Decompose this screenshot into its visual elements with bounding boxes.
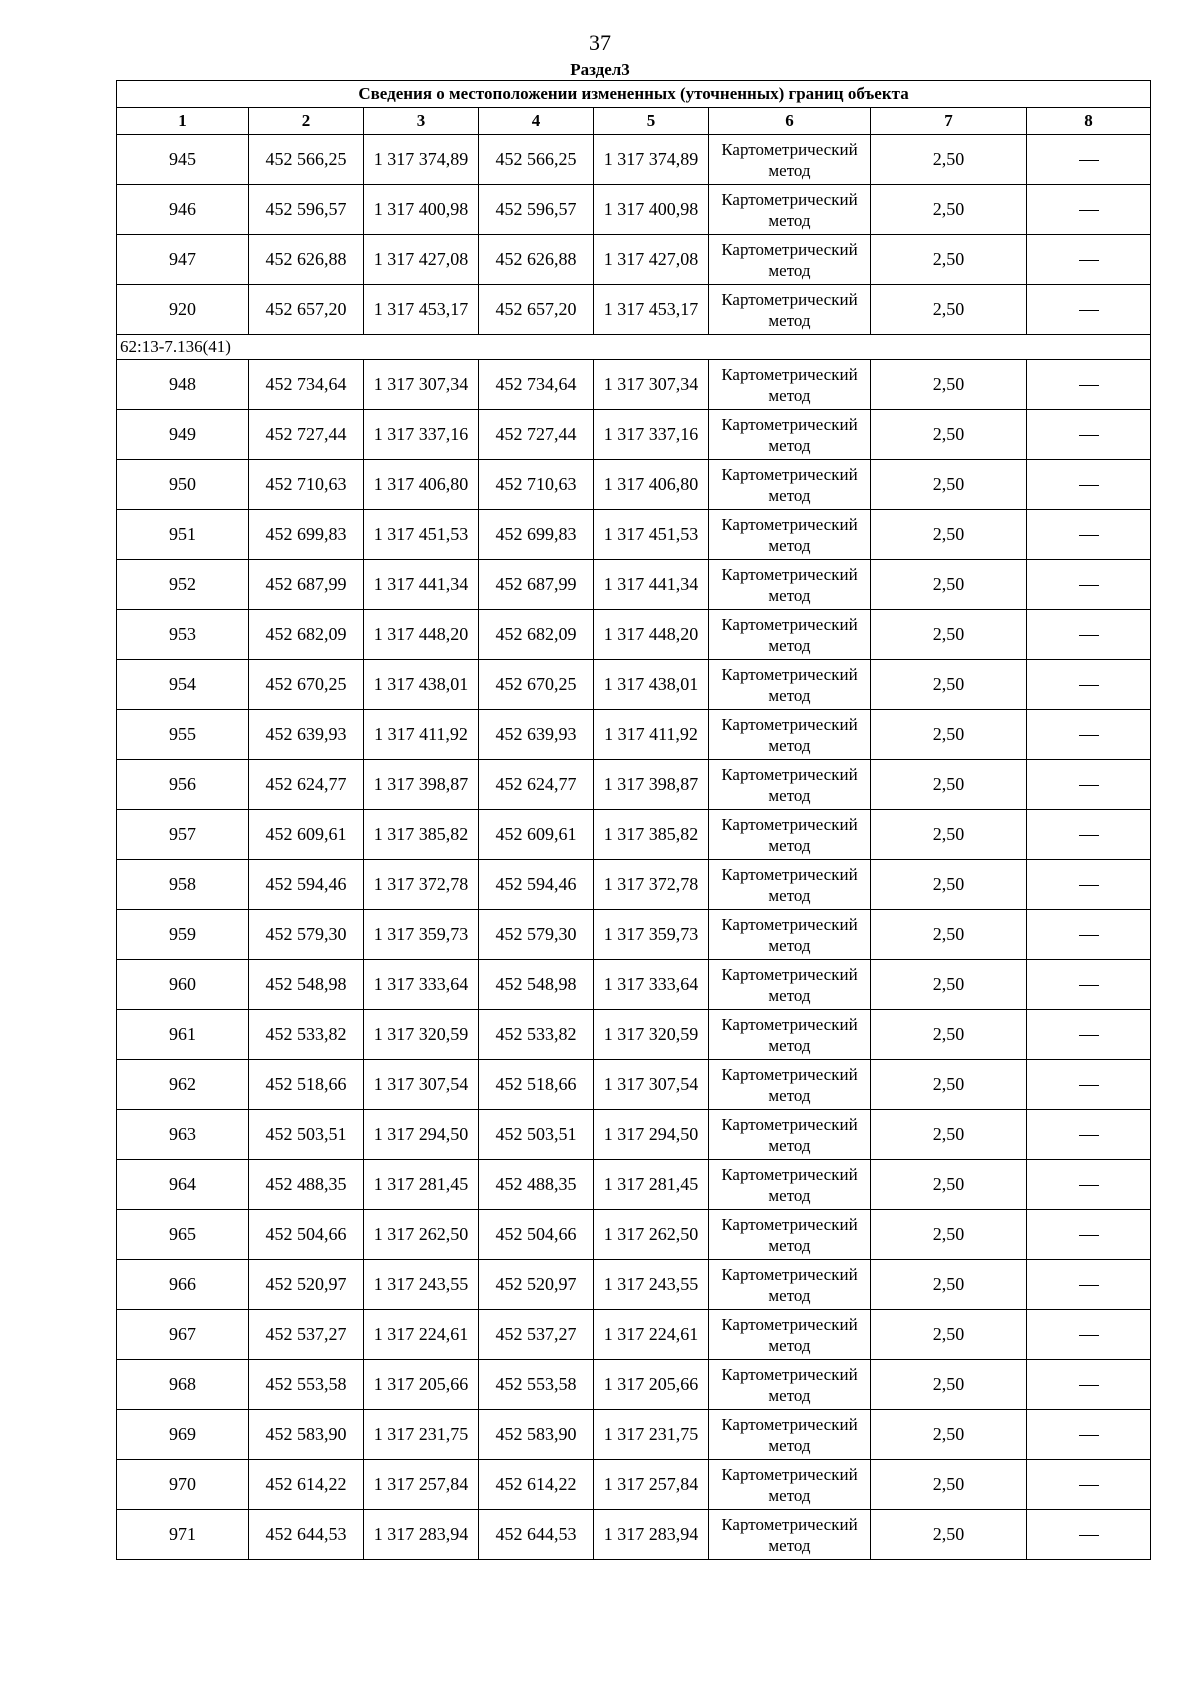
table-cell: 2,50 <box>871 410 1027 460</box>
table-cell: 1 317 281,45 <box>364 1160 479 1210</box>
dash-mark <box>1079 160 1099 161</box>
table-cell-empty <box>1027 235 1151 285</box>
table-cell: 2,50 <box>871 285 1027 335</box>
table-cell: 2,50 <box>871 1310 1027 1360</box>
table-cell: 964 <box>117 1160 249 1210</box>
cell-method: Картометрический метод <box>709 1510 871 1560</box>
cell-method: Картометрический метод <box>709 1460 871 1510</box>
table-cell-empty <box>1027 660 1151 710</box>
table-cell-empty <box>1027 1460 1151 1510</box>
table-cell: 1 317 333,64 <box>364 960 479 1010</box>
table-cell: 2,50 <box>871 1010 1027 1060</box>
table-cell-empty <box>1027 1260 1151 1310</box>
table-cell-empty <box>1027 1160 1151 1210</box>
table-cell: 452 670,25 <box>479 660 594 710</box>
table-cell: 2,50 <box>871 135 1027 185</box>
table-cell: 452 639,93 <box>479 710 594 760</box>
table-cell: 2,50 <box>871 460 1027 510</box>
table-cell: 963 <box>117 1110 249 1160</box>
column-number: 2 <box>249 108 364 135</box>
table-cell: 452 579,30 <box>249 910 364 960</box>
table-cell: 452 699,83 <box>249 510 364 560</box>
table-cell: 452 596,57 <box>479 185 594 235</box>
table-cell: 1 317 400,98 <box>594 185 709 235</box>
table-cell: 1 317 257,84 <box>364 1460 479 1510</box>
table-cell: 452 518,66 <box>479 1060 594 1110</box>
table-body <box>117 135 1151 1560</box>
cell-method: Картометрический метод <box>709 1260 871 1310</box>
cell-method: Картометрический метод <box>709 1210 871 1260</box>
table-row <box>117 610 1151 660</box>
table-row <box>117 1310 1151 1360</box>
table-cell: 1 317 307,34 <box>364 360 479 410</box>
table-row <box>117 460 1151 510</box>
table-cell: 1 317 372,78 <box>364 860 479 910</box>
table-cell: 1 317 257,84 <box>594 1460 709 1510</box>
column-number: 8 <box>1027 108 1151 135</box>
cell-method: Картометрический метод <box>709 710 871 760</box>
dash-mark <box>1079 785 1099 786</box>
table-cell: 961 <box>117 1010 249 1060</box>
table-cell: 1 317 320,59 <box>594 1010 709 1060</box>
table-cell: 2,50 <box>871 1060 1027 1110</box>
group-label: 62:13-7.136(41) <box>117 335 1151 360</box>
table-cell: 1 317 320,59 <box>364 1010 479 1060</box>
dash-mark <box>1079 1085 1099 1086</box>
table-cell-empty <box>1027 610 1151 660</box>
dash-mark <box>1079 1035 1099 1036</box>
table-row <box>117 135 1151 185</box>
table-cell: 452 553,58 <box>479 1360 594 1410</box>
table-cell: 1 317 451,53 <box>594 510 709 560</box>
cell-method: Картометрический метод <box>709 510 871 560</box>
table-cell: 452 566,25 <box>479 135 594 185</box>
table-cell: 1 317 243,55 <box>364 1260 479 1310</box>
table-cell: 957 <box>117 810 249 860</box>
table-cell: 452 614,22 <box>479 1460 594 1510</box>
cell-method: Картометрический метод <box>709 185 871 235</box>
cell-method: Картометрический метод <box>709 760 871 810</box>
dash-mark <box>1079 1235 1099 1236</box>
table-row <box>117 560 1151 610</box>
table-cell: 452 566,25 <box>249 135 364 185</box>
table-cell: 2,50 <box>871 1210 1027 1260</box>
table-row <box>117 1510 1151 1560</box>
table-cell: 971 <box>117 1510 249 1560</box>
table-cell: 2,50 <box>871 960 1027 1010</box>
table-cell-empty <box>1027 810 1151 860</box>
table-cell: 1 317 411,92 <box>364 710 479 760</box>
table-cell: 452 710,63 <box>249 460 364 510</box>
table-cell: 452 657,20 <box>479 285 594 335</box>
table-cell: 1 317 372,78 <box>594 860 709 910</box>
table-cell: 2,50 <box>871 1460 1027 1510</box>
table-cell-empty <box>1027 285 1151 335</box>
table-cell: 1 317 262,50 <box>594 1210 709 1260</box>
table-cell-empty <box>1027 1360 1151 1410</box>
table-cell: 1 317 374,89 <box>364 135 479 185</box>
table-cell: 452 520,97 <box>479 1260 594 1310</box>
cell-method: Картометрический метод <box>709 910 871 960</box>
table-cell: 1 317 307,34 <box>594 360 709 410</box>
dash-mark <box>1079 635 1099 636</box>
table-cell: 452 537,27 <box>479 1310 594 1360</box>
table-row <box>117 185 1151 235</box>
table-cell: 956 <box>117 760 249 810</box>
table-row <box>117 510 1151 560</box>
table-cell: 452 520,97 <box>249 1260 364 1310</box>
dash-mark <box>1079 385 1099 386</box>
table-cell: 452 657,20 <box>249 285 364 335</box>
table-cell: 1 317 224,61 <box>594 1310 709 1360</box>
table-cell: 452 687,99 <box>479 560 594 610</box>
dash-mark <box>1079 1485 1099 1486</box>
cell-method: Картометрический метод <box>709 285 871 335</box>
table-cell: 965 <box>117 1210 249 1260</box>
table-cell: 2,50 <box>871 860 1027 910</box>
table-cell-empty <box>1027 1010 1151 1060</box>
table-cell: 1 317 224,61 <box>364 1310 479 1360</box>
table-cell: 1 317 411,92 <box>594 710 709 760</box>
dash-mark <box>1079 935 1099 936</box>
table-cell-empty <box>1027 460 1151 510</box>
table-cell-empty <box>1027 710 1151 760</box>
table-cell: 2,50 <box>871 510 1027 560</box>
cell-method: Картометрический метод <box>709 460 871 510</box>
table-cell: 452 533,82 <box>479 1010 594 1060</box>
table-cell: 952 <box>117 560 249 610</box>
table-cell: 2,50 <box>871 185 1027 235</box>
column-number: 1 <box>117 108 249 135</box>
table-cell: 2,50 <box>871 235 1027 285</box>
table-cell: 452 504,66 <box>249 1210 364 1260</box>
table-cell: 1 317 243,55 <box>594 1260 709 1310</box>
table-cell: 452 670,25 <box>249 660 364 710</box>
table-cell: 1 317 283,94 <box>364 1510 479 1560</box>
table-cell: 2,50 <box>871 1510 1027 1560</box>
table-row <box>117 285 1151 335</box>
table-cell: 1 317 231,75 <box>594 1410 709 1460</box>
table-cell-empty <box>1027 860 1151 910</box>
cell-method: Картометрический метод <box>709 610 871 660</box>
table-row <box>117 235 1151 285</box>
table-cell: 951 <box>117 510 249 560</box>
table-cell: 958 <box>117 860 249 910</box>
column-number-row <box>117 108 1151 135</box>
table-cell: 2,50 <box>871 760 1027 810</box>
table-row <box>117 1360 1151 1410</box>
cell-method: Картометрический метод <box>709 1360 871 1410</box>
cell-method: Картометрический метод <box>709 410 871 460</box>
table-cell: 1 317 438,01 <box>594 660 709 710</box>
table-cell: 948 <box>117 360 249 410</box>
table-cell-empty <box>1027 910 1151 960</box>
cell-method: Картометрический метод <box>709 1110 871 1160</box>
table-cell: 1 317 385,82 <box>594 810 709 860</box>
table-cell: 945 <box>117 135 249 185</box>
table-cell: 1 317 385,82 <box>364 810 479 860</box>
table-cell: 1 317 231,75 <box>364 1410 479 1460</box>
table-row <box>117 360 1151 410</box>
table-cell: 452 710,63 <box>479 460 594 510</box>
table-cell: 2,50 <box>871 560 1027 610</box>
coordinates-table <box>116 80 1151 1560</box>
table-cell-empty <box>1027 135 1151 185</box>
cell-method: Картометрический метод <box>709 1410 871 1460</box>
table-cell: 1 317 398,87 <box>594 760 709 810</box>
table-cell: 947 <box>117 235 249 285</box>
table-cell: 2,50 <box>871 360 1027 410</box>
page-number: 37 <box>589 30 611 55</box>
table-cell: 452 626,88 <box>479 235 594 285</box>
table-cell: 452 699,83 <box>479 510 594 560</box>
table-cell: 1 317 359,73 <box>364 910 479 960</box>
table-title: Сведения о местоположении измененных (уточненных) границ объекта <box>117 81 1151 108</box>
table-cell: 1 317 406,80 <box>364 460 479 510</box>
table-cell: 2,50 <box>871 810 1027 860</box>
dash-mark <box>1079 310 1099 311</box>
dash-mark <box>1079 535 1099 536</box>
table-cell: 452 727,44 <box>249 410 364 460</box>
table-cell: 1 317 374,89 <box>594 135 709 185</box>
table-cell-empty <box>1027 1110 1151 1160</box>
table-cell: 2,50 <box>871 910 1027 960</box>
table-row <box>117 410 1151 460</box>
table-cell: 452 533,82 <box>249 1010 364 1060</box>
table-cell: 1 317 307,54 <box>594 1060 709 1110</box>
table-cell: 1 317 453,17 <box>364 285 479 335</box>
cell-method: Картометрический метод <box>709 810 871 860</box>
dash-mark <box>1079 985 1099 986</box>
table-cell: 452 548,98 <box>249 960 364 1010</box>
table-row <box>117 660 1151 710</box>
table-cell: 2,50 <box>871 1360 1027 1410</box>
column-number: 5 <box>594 108 709 135</box>
table-cell: 452 644,53 <box>479 1510 594 1560</box>
table-cell: 452 644,53 <box>249 1510 364 1560</box>
cell-method: Картометрический метод <box>709 1010 871 1060</box>
table-cell: 452 548,98 <box>479 960 594 1010</box>
cell-method: Картометрический метод <box>709 1060 871 1110</box>
cell-method: Картометрический метод <box>709 235 871 285</box>
table-row <box>117 1060 1151 1110</box>
section-label: Раздел3 <box>570 60 630 79</box>
table-cell: 1 317 448,20 <box>594 610 709 660</box>
table-row <box>117 1210 1151 1260</box>
dash-mark <box>1079 885 1099 886</box>
table-cell-empty <box>1027 1060 1151 1110</box>
table-cell: 1 317 427,08 <box>364 235 479 285</box>
table-cell: 955 <box>117 710 249 760</box>
table-cell: 1 317 294,50 <box>594 1110 709 1160</box>
cell-method: Картометрический метод <box>709 135 871 185</box>
dash-mark <box>1079 1535 1099 1536</box>
table-cell: 452 594,46 <box>249 860 364 910</box>
table-cell: 452 488,35 <box>249 1160 364 1210</box>
table-cell: 2,50 <box>871 1160 1027 1210</box>
dash-mark <box>1079 1285 1099 1286</box>
table-cell-empty <box>1027 410 1151 460</box>
table-cell: 1 317 453,17 <box>594 285 709 335</box>
table-row <box>117 760 1151 810</box>
table-row <box>117 1110 1151 1160</box>
column-number: 3 <box>364 108 479 135</box>
dash-mark <box>1079 1435 1099 1436</box>
cell-method: Картометрический метод <box>709 1310 871 1360</box>
table-cell: 452 614,22 <box>249 1460 364 1510</box>
table-cell: 452 579,30 <box>479 910 594 960</box>
table-cell: 953 <box>117 610 249 660</box>
table-cell: 452 609,61 <box>249 810 364 860</box>
dash-mark <box>1079 1385 1099 1386</box>
table-cell: 1 317 283,94 <box>594 1510 709 1560</box>
table-cell: 959 <box>117 910 249 960</box>
table-cell-empty <box>1027 760 1151 810</box>
table-cell: 452 624,77 <box>249 760 364 810</box>
dash-mark <box>1079 210 1099 211</box>
dash-mark <box>1079 1185 1099 1186</box>
table-cell: 966 <box>117 1260 249 1310</box>
table-cell: 1 317 451,53 <box>364 510 479 560</box>
table-cell: 452 583,90 <box>249 1410 364 1460</box>
table-cell: 452 583,90 <box>479 1410 594 1460</box>
table-cell: 452 503,51 <box>479 1110 594 1160</box>
table-cell: 1 317 337,16 <box>364 410 479 460</box>
dash-mark <box>1079 260 1099 261</box>
table-cell: 452 609,61 <box>479 810 594 860</box>
table-cell-empty <box>1027 360 1151 410</box>
table-cell: 452 682,09 <box>479 610 594 660</box>
table-cell: 452 734,64 <box>249 360 364 410</box>
table-cell: 2,50 <box>871 710 1027 760</box>
table-cell: 2,50 <box>871 660 1027 710</box>
table-cell-empty <box>1027 1410 1151 1460</box>
table-cell: 452 518,66 <box>249 1060 364 1110</box>
table-cell: 452 727,44 <box>479 410 594 460</box>
table-cell: 452 734,64 <box>479 360 594 410</box>
table-cell: 2,50 <box>871 1260 1027 1310</box>
table-cell: 1 317 205,66 <box>594 1360 709 1410</box>
table-cell: 969 <box>117 1410 249 1460</box>
table-row <box>117 860 1151 910</box>
table-cell: 949 <box>117 410 249 460</box>
column-number: 4 <box>479 108 594 135</box>
table-row <box>117 710 1151 760</box>
table-cell: 2,50 <box>871 1410 1027 1460</box>
table-cell: 452 626,88 <box>249 235 364 285</box>
table-cell: 452 503,51 <box>249 1110 364 1160</box>
table-cell: 1 317 333,64 <box>594 960 709 1010</box>
table-row <box>117 960 1151 1010</box>
table-row <box>117 1260 1151 1310</box>
table-cell: 1 317 441,34 <box>364 560 479 610</box>
cell-method: Картометрический метод <box>709 1160 871 1210</box>
dash-mark <box>1079 435 1099 436</box>
table-cell: 1 317 205,66 <box>364 1360 479 1410</box>
table-cell: 2,50 <box>871 1110 1027 1160</box>
table-cell: 1 317 262,50 <box>364 1210 479 1260</box>
dash-mark <box>1079 1135 1099 1136</box>
table-cell-empty <box>1027 1310 1151 1360</box>
table-row <box>117 810 1151 860</box>
table-row <box>117 1160 1151 1210</box>
table-cell: 452 596,57 <box>249 185 364 235</box>
table-cell: 970 <box>117 1460 249 1510</box>
table-cell-empty <box>1027 560 1151 610</box>
table-cell: 2,50 <box>871 610 1027 660</box>
table-cell: 452 687,99 <box>249 560 364 610</box>
table-cell: 1 317 448,20 <box>364 610 479 660</box>
table-cell: 1 317 400,98 <box>364 185 479 235</box>
table-row <box>117 910 1151 960</box>
table-cell: 954 <box>117 660 249 710</box>
group-row <box>117 335 1151 360</box>
table-cell: 452 537,27 <box>249 1310 364 1360</box>
table-cell-empty <box>1027 960 1151 1010</box>
table-cell: 452 504,66 <box>479 1210 594 1260</box>
table-cell: 1 317 359,73 <box>594 910 709 960</box>
table-cell: 962 <box>117 1060 249 1110</box>
table-cell: 452 488,35 <box>479 1160 594 1210</box>
table-cell-empty <box>1027 1210 1151 1260</box>
table-cell: 1 317 438,01 <box>364 660 479 710</box>
table-cell: 452 594,46 <box>479 860 594 910</box>
cell-method: Картометрический метод <box>709 960 871 1010</box>
dash-mark <box>1079 485 1099 486</box>
table-cell: 960 <box>117 960 249 1010</box>
table-row <box>117 1410 1151 1460</box>
cell-method: Картометрический метод <box>709 660 871 710</box>
table-cell: 1 317 337,16 <box>594 410 709 460</box>
table-cell: 1 317 427,08 <box>594 235 709 285</box>
table-row <box>117 1010 1151 1060</box>
table-cell-empty <box>1027 1510 1151 1560</box>
table-cell: 967 <box>117 1310 249 1360</box>
table-cell: 452 639,93 <box>249 710 364 760</box>
table-cell: 452 624,77 <box>479 760 594 810</box>
column-number: 6 <box>709 108 871 135</box>
cell-method: Картометрический метод <box>709 360 871 410</box>
table-cell: 1 317 398,87 <box>364 760 479 810</box>
table-cell-empty <box>1027 185 1151 235</box>
table-cell: 1 317 441,34 <box>594 560 709 610</box>
dash-mark <box>1079 585 1099 586</box>
table-cell: 920 <box>117 285 249 335</box>
table-cell: 950 <box>117 460 249 510</box>
table-cell: 1 317 406,80 <box>594 460 709 510</box>
table-cell-empty <box>1027 510 1151 560</box>
dash-mark <box>1079 835 1099 836</box>
table-cell: 452 682,09 <box>249 610 364 660</box>
dash-mark <box>1079 685 1099 686</box>
table-row <box>117 1460 1151 1510</box>
table-cell: 968 <box>117 1360 249 1410</box>
table-cell: 946 <box>117 185 249 235</box>
table-cell: 1 317 294,50 <box>364 1110 479 1160</box>
cell-method: Картометрический метод <box>709 860 871 910</box>
dash-mark <box>1079 1335 1099 1336</box>
dash-mark <box>1079 735 1099 736</box>
table-cell: 1 317 281,45 <box>594 1160 709 1210</box>
table-cell: 452 553,58 <box>249 1360 364 1410</box>
cell-method: Картометрический метод <box>709 560 871 610</box>
table-cell: 1 317 307,54 <box>364 1060 479 1110</box>
column-number: 7 <box>871 108 1027 135</box>
